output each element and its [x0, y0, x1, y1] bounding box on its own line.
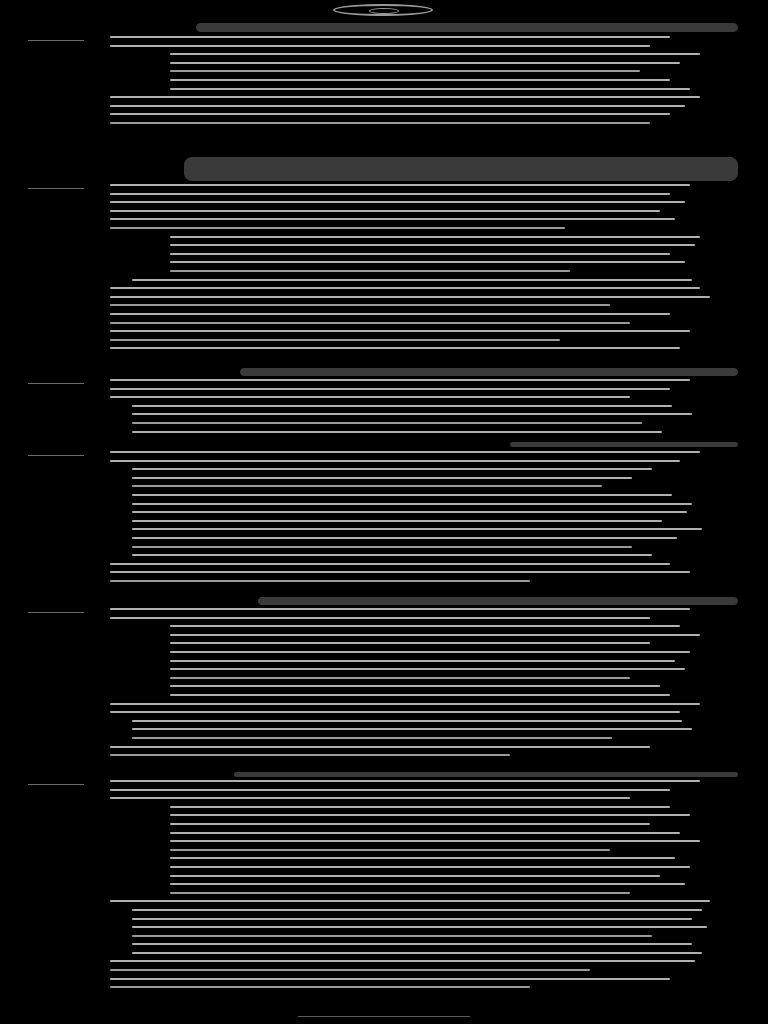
user-message [184, 157, 738, 181]
speaker-label [28, 184, 84, 192]
assistant-message [28, 36, 718, 154]
assistant-message [28, 451, 718, 593]
speaker-label [28, 608, 84, 616]
speaker-mark [28, 784, 84, 785]
speaker-mark [28, 188, 84, 189]
assistant-message-text [110, 184, 716, 362]
user-message [510, 442, 738, 447]
assistant-message-text [110, 780, 716, 1002]
speaker-label [28, 780, 84, 788]
speaker-mark [28, 455, 84, 456]
speaker-label [28, 379, 84, 387]
assistant-message-text [110, 36, 716, 154]
assistant-message-text [110, 451, 716, 593]
user-message [240, 368, 738, 376]
user-message [258, 597, 738, 605]
disclaimer-footer [298, 1013, 470, 1019]
assistant-message [28, 184, 718, 362]
speaker-mark [28, 383, 84, 384]
assistant-message [28, 379, 718, 441]
speaker-mark [28, 612, 84, 613]
speaker-label [28, 451, 84, 459]
footer-rule [298, 1016, 470, 1017]
assistant-message-text [110, 608, 716, 768]
assistant-message [28, 780, 718, 1002]
speaker-mark [28, 40, 84, 41]
speaker-label [28, 36, 84, 44]
user-message [234, 772, 738, 777]
assistant-message-text [110, 379, 716, 441]
user-message [196, 23, 738, 32]
assistant-message [28, 608, 718, 768]
